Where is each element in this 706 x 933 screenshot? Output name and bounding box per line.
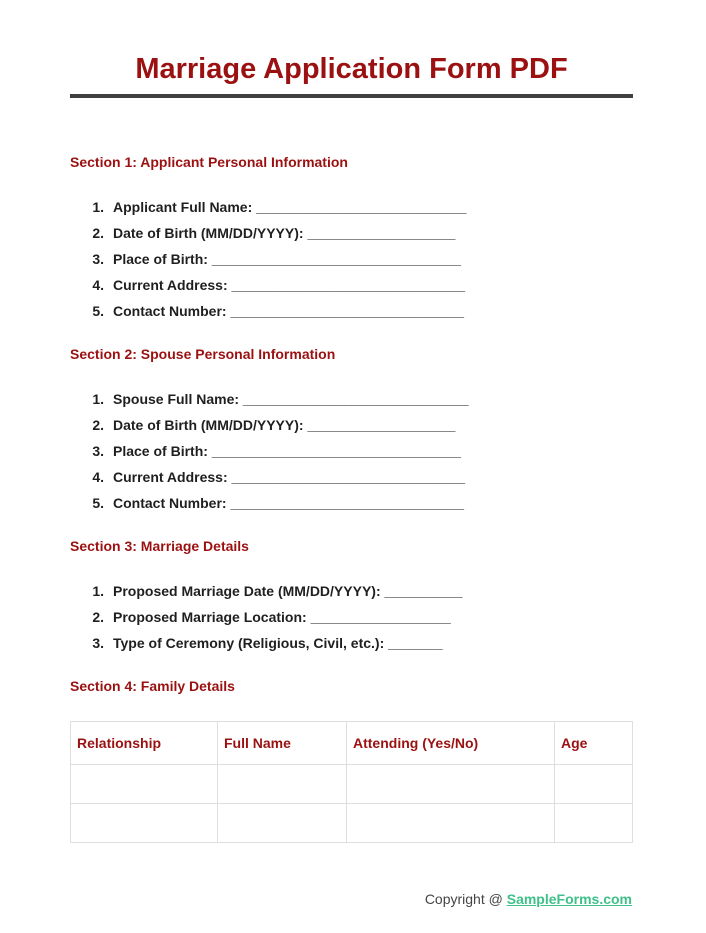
page-title: Marriage Application Form PDF [135, 53, 568, 85]
field-number: 4. [92, 469, 104, 485]
age-cell[interactable] [555, 804, 633, 843]
section-1-heading: Section 1: Applicant Personal Information [70, 154, 348, 170]
field-number: 1. [92, 583, 104, 599]
field-label: Date of Birth (MM/DD/YYYY): ___________________ [113, 417, 456, 433]
field-label: Spouse Full Name: _____________________________ [113, 391, 469, 407]
field-label: Place of Birth: ________________________________ [113, 251, 461, 267]
age-cell[interactable] [555, 765, 633, 804]
field-number: 3. [92, 635, 104, 651]
field-label: Type of Ceremony (Religious, Civil, etc.): _______ [113, 635, 443, 651]
relationship-cell[interactable] [71, 804, 218, 843]
brand-link[interactable]: SampleForms.com [506, 891, 632, 907]
field-number: 1. [92, 391, 104, 407]
field-label: Proposed Marriage Date (MM/DD/YYYY): __________ [113, 583, 463, 599]
field-number: 1. [92, 199, 104, 215]
field-label: Proposed Marriage Location: __________________ [113, 609, 451, 625]
copyright-footer [425, 891, 632, 907]
table-header-row [71, 722, 633, 765]
field-label: Place of Birth: ________________________________ [113, 443, 461, 459]
column-header-full-name: Full Name [218, 722, 347, 765]
column-header-attending: Attending (Yes/No) [347, 722, 555, 765]
field-label: Date of Birth (MM/DD/YYYY): ___________________ [113, 225, 456, 241]
field-label: Current Address: ______________________________ [113, 469, 466, 485]
field-number: 4. [92, 277, 104, 293]
field-label: Contact Number: ______________________________ [113, 495, 465, 511]
table-row [71, 765, 633, 804]
field-label: Contact Number: ______________________________ [113, 303, 465, 319]
field-number: 5. [92, 495, 104, 511]
section-3-heading: Section 3: Marriage Details [70, 538, 249, 554]
family-details-table [70, 721, 633, 843]
column-header-relationship: Relationship [71, 722, 218, 765]
field-label: Applicant Full Name: ___________________________ [113, 199, 467, 215]
title-divider [70, 94, 633, 98]
field-number: 2. [92, 225, 104, 241]
full-name-cell[interactable] [218, 804, 347, 843]
attending-cell[interactable] [347, 765, 555, 804]
field-number: 3. [92, 251, 104, 267]
field-number: 3. [92, 443, 104, 459]
attending-cell[interactable] [347, 804, 555, 843]
table-row [71, 804, 633, 843]
section-4-heading: Section 4: Family Details [70, 678, 235, 694]
field-number: 2. [92, 609, 104, 625]
copyright-text: Copyright @ [424, 891, 507, 907]
field-number: 5. [92, 303, 104, 319]
column-header-age: Age [555, 722, 633, 765]
relationship-cell[interactable] [71, 765, 218, 804]
field-number: 2. [92, 417, 104, 433]
field-label: Current Address: ______________________________ [113, 277, 466, 293]
full-name-cell[interactable] [218, 765, 347, 804]
section-2-heading: Section 2: Spouse Personal Information [70, 346, 336, 362]
